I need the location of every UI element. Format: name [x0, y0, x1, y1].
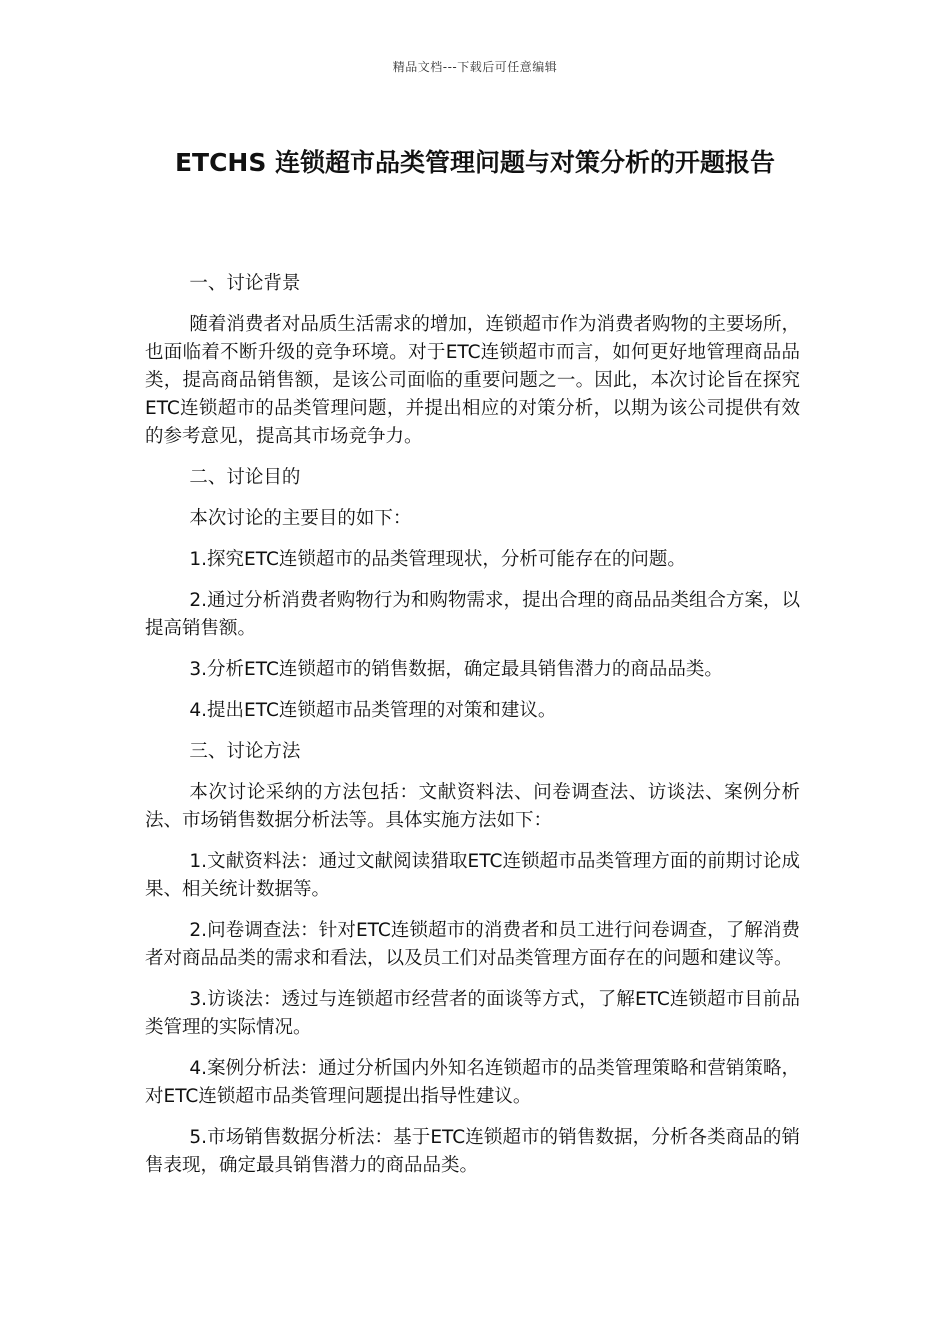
section-heading: 一、讨论背景 [189, 273, 301, 294]
section-objectives [145, 464, 800, 725]
paragraph: 随着消费者对品质生活需求的增加，连锁超市作为消费者购物的主要场所，也面临着不断升级的竞争环境。对于ETC连锁超市而言，如何更好地管理商品品类，提高商品销售额，是该公司面临的重要问题之一。因此，本次讨论旨在探究ETC连锁超市的品类管理问题，并提出相应的对策分析，以期为该公司提供有效的参考意见，提高其市场竞争力。 [145, 314, 800, 447]
list-item: 3.分析ETC连锁超市的销售数据，确定最具销售潜力的商品品类。 [189, 659, 723, 680]
list-item: 1.探究ETC连锁超市的品类管理现状，分析可能存在的问题。 [189, 549, 686, 570]
page-header: 精品文档---下载后可任意编辑 [392, 60, 558, 74]
section-heading: 三、讨论方法 [189, 741, 301, 762]
section-background [145, 270, 800, 451]
document-body [145, 270, 800, 1193]
list-item: 3.访谈法：透过与连锁超市经营者的面谈等方式，了解ETC连锁超市目前品类管理的实际情况。 [145, 989, 800, 1038]
list-item: 5.市场销售数据分析法：基于ETC连锁超市的销售数据，分析各类商品的销售表现，确定最具销售潜力的商品品类。 [145, 1127, 800, 1176]
list-item: 4.案例分析法：通过分析国内外知名连锁超市的品类管理策略和营销策略，对ETC连锁超市品类管理问题提出指导性建议。 [145, 1058, 800, 1107]
section-heading: 二、讨论目的 [189, 467, 301, 488]
list-item: 1.文献资料法：通过文献阅读猎取ETC连锁超市品类管理方面的前期讨论成果、相关统计数据等。 [145, 851, 800, 900]
list-item: 4.提出ETC连锁超市品类管理的对策和建议。 [189, 700, 557, 721]
paragraph: 本次讨论采纳的方法包括：文献资料法、问卷调查法、访谈法、案例分析法、市场销售数据分析法等。具体实施方法如下： [145, 782, 800, 831]
paragraph: 本次讨论的主要目的如下： [189, 508, 412, 529]
list-item: 2.问卷调查法：针对ETC连锁超市的消费者和员工进行问卷调查，了解消费者对商品品类的需求和看法，以及员工们对品类管理方面存在的问题和建议等。 [145, 920, 800, 969]
list-item: 2.通过分析消费者购物行为和购物需求，提出合理的商品品类组合方案，以提高销售额。 [145, 590, 800, 639]
document-title: ETCHS 连锁超市品类管理问题与对策分析的开题报告 [174, 148, 776, 177]
section-methods [145, 738, 800, 1180]
